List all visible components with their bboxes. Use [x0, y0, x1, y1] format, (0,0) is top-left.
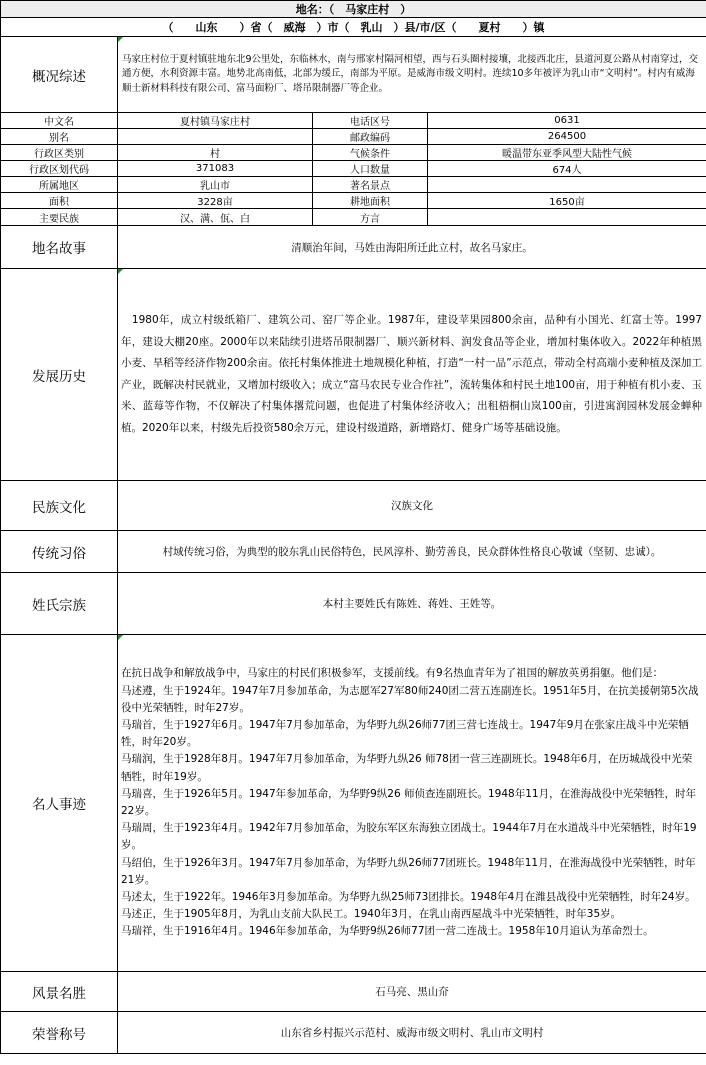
info-key: 方言 — [313, 209, 428, 226]
customs-label: 传统习俗 — [1, 531, 118, 573]
history-label: 发展历史 — [1, 269, 118, 481]
info-value — [428, 209, 706, 226]
info-row — [1, 161, 706, 177]
info-key: 著名景点 — [313, 177, 428, 193]
info-value: 夏村镇马家庄村 — [118, 113, 313, 129]
customs-text: 村域传统习俗，为典型的胶东乳山民俗特色，民风淳朴、勤劳善良，民众群体性格良心敬诚（坚韧、忠诚）。 — [118, 531, 706, 573]
info-value: 汉、满、佤、白 — [118, 209, 313, 226]
info-value: 暖温带东亚季风型大陆性气候 — [428, 145, 706, 161]
info-row — [1, 145, 706, 161]
clans-text: 本村主要姓氏有陈姓、蒋姓、王姓等。 — [118, 573, 706, 635]
martyr-entry: 马瑞首，生于1927年6月。1947年7月参加革命，为华野九纵26师77团三营七连战士。1947年9月在张家庄战斗中光荣牺牲，时年20岁。 — [121, 718, 689, 749]
scenery-label: 风景名胜 — [1, 972, 118, 1012]
info-key: 别名 — [1, 129, 118, 145]
martyr-entry: 马瑞润，生于1928年8月。1947年7月参加革命，为华野九纵26 师78团一营三连副班长。1948年6月，在历城战役中光荣牺牲，时年19岁。 — [121, 753, 693, 783]
info-key: 气候条件 — [313, 145, 428, 161]
scenery-text: 石马亮、黑山夼 — [118, 972, 706, 1012]
story-label: 地名故事 — [1, 226, 118, 269]
info-key: 耕地面积 — [313, 193, 428, 209]
info-key: 面积 — [1, 193, 118, 209]
info-row — [1, 129, 706, 145]
martyr-entry: 马述正，生于1905年8月，为乳山支前大队民工。1940年3月，在乳山南西屋战斗中光荣牺牲，时年35岁。 — [121, 908, 622, 921]
martyr-entry: 马绍伯，生于1926年3月。1947年7月参加革命，为华野九纵26师77团班长。1948年11月，在淮海战役中光荣牺牲，时年21岁。 — [121, 856, 696, 886]
info-value: 3228亩 — [118, 193, 313, 209]
famous-people-label: 名人事迹 — [1, 635, 118, 972]
martyr-entry: 马瑞祥，生于1916年4月。1946年参加革命，为华野9纵26师77团一营二连战士。1958年10月追认为革命烈士。 — [121, 925, 654, 938]
info-key: 所属地区 — [1, 177, 118, 193]
famous-people-intro: 在抗日战争和解放战争中，马家庄的村民们积极参军，支援前线。有9名热血青年为了祖国的解放英勇捐躯。他们是： — [121, 667, 664, 680]
history-text: 1980年，成立村级纸箱厂、建筑公司、窑厂等企业。1987年，建设苹果园800余亩，品种有小国光、红富士等。1997年，建设大棚20座。2000年以来陆续引进塔吊限制器厂、顺兴新材料、润发食品等企业，增加村集体收入。2022年种植黑小麦、旱稻等经济作物200余亩。依托村集体推进土地规模化种植，打造“一村一品”示范点，带动全村高端小麦种植及深加工产业，既解决村民就业，又增加村级收入；成立“富马农民专业合作社”，流转集体和村民土地100亩，用于种植有机小麦、玉米、蓝莓等作物，不仅解决了村集体撂荒问题，也促进了村集体经济收入；出租梧桐山岚100亩，引进寓润园林发展金蝉种植。2020年以来，村级先后投资580余万元，建设村级道路，新增路灯、健身广场等基础设施。 — [118, 269, 706, 481]
overview-text: 马家庄村位于夏村镇驻地东北9公里处，东临林水，南与邢家村隔河相望，西与石头圈村接壤，北接西北庄，县道河夏公路从村南穿过，交通方便，水利资源丰富。地势北高南低，北部为缓丘，南部为平原。是威海市级文明村。连续10多年被评为乳山市“文明村”。村内有威海顺士新材料科技有限公司、富马面粉厂、塔吊限制器厂等企业。 — [118, 37, 706, 113]
info-value: 371083 — [118, 161, 313, 177]
info-key: 行政区划代码 — [1, 161, 118, 177]
info-value: 674人 — [428, 161, 706, 177]
info-value: 村 — [118, 145, 313, 161]
info-value: 264500 — [428, 129, 706, 145]
martyr-entry: 马瑞喜，生于1926年5月。1947年参加革命，为华野9纵26 师侦查连副班长。1948年11月，在淮海战役中光荣牺牲，时年22岁。 — [121, 787, 697, 817]
info-key: 中文名 — [1, 113, 118, 129]
ethnic-culture-label: 民族文化 — [1, 481, 118, 531]
place-name-title: 地名：（ 马家庄村 ） — [1, 1, 706, 18]
martyr-entry: 马瑞周，生于1923年4月。1942年7月参加革命，为胶东军区东海独立团战士。1944年7月在水道战斗中光荣牺牲，时年19岁。 — [121, 822, 697, 852]
location-line: （ 山东 ）省（ 威海 ）市（ 乳山 ）县/市/区（ 夏村 ）镇 — [1, 18, 706, 37]
info-row — [1, 113, 706, 129]
martyr-entry: 马述遵，生于1924年。1947年7月参加革命，为志愿军27军80师240团二营五连副连长。1951年5月，在抗美援朝第5次战役中光荣牺牲，时年27岁。 — [121, 684, 699, 714]
info-key: 主要民族 — [1, 209, 118, 226]
story-text: 清顺治年间，马姓由海阳所迁此立村，故名马家庄。 — [118, 226, 706, 269]
info-value: 1650亩 — [428, 193, 706, 209]
info-row — [1, 177, 706, 193]
famous-people-text — [118, 635, 706, 972]
info-value — [428, 177, 706, 193]
info-key: 行政区类别 — [1, 145, 118, 161]
info-key: 人口数量 — [313, 161, 428, 177]
info-row — [1, 193, 706, 209]
honors-text: 山东省乡村振兴示范村、威海市级文明村、乳山市文明村 — [118, 1012, 706, 1054]
clans-label: 姓氏宗族 — [1, 573, 118, 635]
info-value: 乳山市 — [118, 177, 313, 193]
info-value — [118, 129, 313, 145]
info-value: 0631 — [428, 113, 706, 129]
info-key: 邮政编码 — [313, 129, 428, 145]
honors-label: 荣誉称号 — [1, 1012, 118, 1054]
martyr-entry: 马述太，生于1922年。1946年3月参加革命。为华野九纵25师73团排长。1948年4月在潍县战役中光荣牺牲，时年24岁。 — [121, 891, 696, 904]
overview-label: 概况综述 — [1, 37, 118, 113]
ethnic-culture-text: 汉族文化 — [118, 481, 706, 531]
info-row — [1, 209, 706, 226]
info-key: 电话区号 — [313, 113, 428, 129]
